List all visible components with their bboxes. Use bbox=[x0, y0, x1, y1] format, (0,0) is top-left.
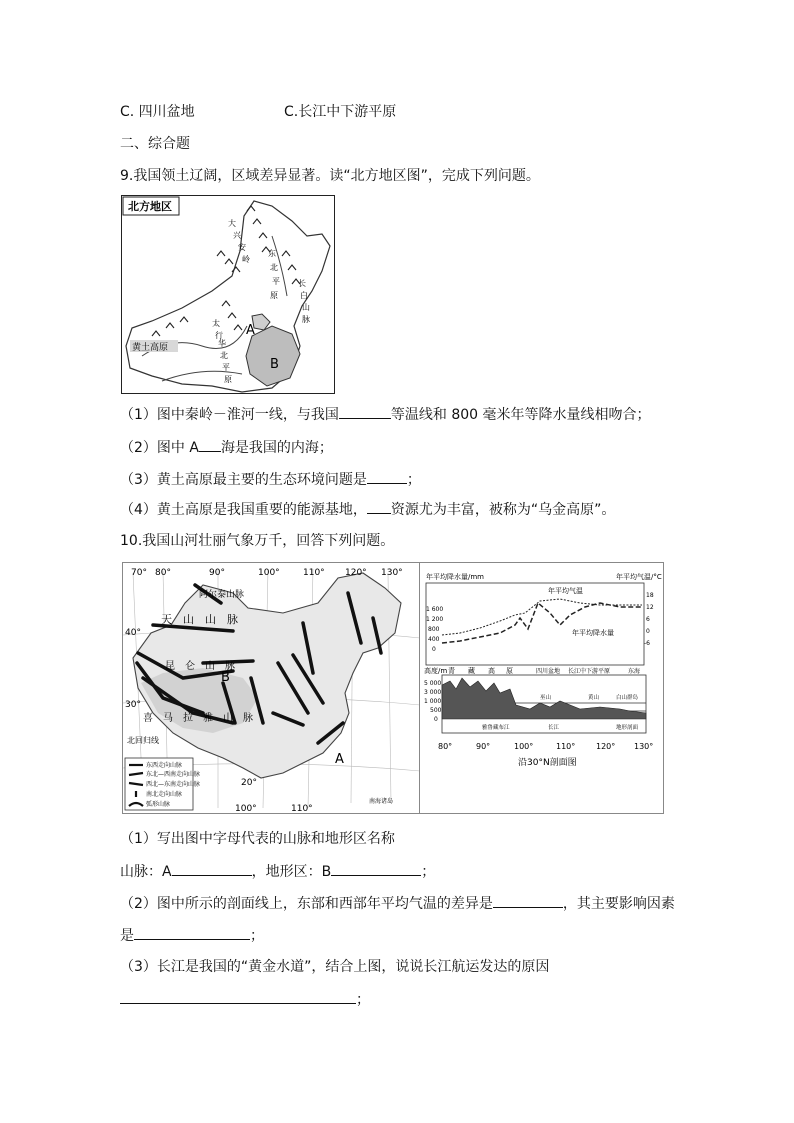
q9-s1 bbox=[120, 404, 651, 425]
right-tick-18: 18 bbox=[646, 592, 654, 599]
region-qing: 青 bbox=[448, 667, 455, 675]
big-khingan-3: 安 bbox=[238, 243, 246, 252]
y-right-title: 年平均气温/°C bbox=[616, 573, 662, 581]
q9-s4 bbox=[120, 499, 615, 520]
q9-s4-text-a: （4）黄土高原是我国重要的能源基地， bbox=[120, 502, 367, 518]
q10-s2 bbox=[120, 893, 675, 914]
big-khingan-1: 大 bbox=[228, 219, 236, 228]
right-tick-neg6: -6 bbox=[644, 640, 650, 647]
q9-s3-text-a: （3）黄土高原最主要的生态环境问题是 bbox=[120, 472, 367, 488]
left-tick-1600: 1 600 bbox=[426, 606, 444, 613]
lon-110: 110° bbox=[303, 568, 325, 578]
q9-s4-blank[interactable] bbox=[367, 499, 391, 514]
profile-tick-3000: 3 000 bbox=[424, 689, 442, 696]
nc-plain-2: 北 bbox=[220, 351, 228, 360]
south-sea-inset: 南海诸岛 bbox=[369, 798, 394, 805]
q10-s2-blank-a[interactable] bbox=[493, 893, 563, 908]
x-tick-120: 120° bbox=[596, 742, 616, 751]
q10-s3-answer bbox=[120, 989, 370, 1010]
q9-s3-blank[interactable] bbox=[367, 469, 407, 484]
q10-s3: （3）长江是我国的“黄金水道”，结合上图，说说长江航运发达的原因 bbox=[120, 959, 550, 975]
taihang-1: 太 bbox=[212, 319, 220, 328]
region-sichuan: 四川盆地 bbox=[536, 668, 561, 675]
region-zang: 藏 bbox=[468, 667, 475, 675]
q10-s1-blank-a[interactable] bbox=[172, 861, 252, 876]
region-yuan: 原 bbox=[506, 667, 513, 675]
left-tick-0: 0 bbox=[432, 646, 436, 653]
feature-yarlung: 雅鲁藏布江 bbox=[482, 725, 510, 731]
option-row bbox=[120, 102, 397, 122]
ne-plain-2: 北 bbox=[270, 263, 278, 272]
lon-100: 100° bbox=[258, 568, 280, 578]
q10-s2-text-a: （2）图中所示的剖面线上，东部和西部年平均气温的差异是 bbox=[120, 896, 493, 912]
left-tick-1200: 1 200 bbox=[426, 616, 444, 623]
q10-s2-text-b: ，其主要影响因素 bbox=[562, 896, 675, 912]
right-tick-12: 12 bbox=[646, 604, 654, 611]
lat-30: 30° bbox=[125, 700, 141, 710]
lon-120: 120° bbox=[345, 568, 367, 578]
q9-s1-text-a: （1）图中秦岭－淮河一线，与我国 bbox=[120, 407, 339, 423]
feature-changjiang: 长江 bbox=[548, 725, 560, 731]
lon-100-bottom: 100° bbox=[235, 804, 257, 813]
map-title: 北方地区 bbox=[128, 200, 172, 213]
tianshan-label: 天 山 山 脉 bbox=[161, 613, 238, 626]
q9-s2-text-a: （2）图中 A bbox=[120, 440, 199, 456]
x-tick-100: 100° bbox=[514, 742, 534, 751]
x-tick-90: 90° bbox=[476, 742, 491, 751]
region-gao: 高 bbox=[488, 667, 495, 675]
lon-110-bottom: 110° bbox=[291, 804, 313, 813]
taihang-2: 行 bbox=[215, 331, 223, 340]
y-left-title: 年平均降水量/mm bbox=[426, 573, 484, 581]
lat-20: 20° bbox=[241, 778, 257, 788]
kunlun-label: 昆 仑 山 脉 bbox=[165, 661, 235, 672]
q10-s2-text-c: 是 bbox=[120, 928, 134, 944]
q10-s2-text-d: ； bbox=[250, 928, 264, 944]
q10-s1-blank-b[interactable] bbox=[331, 861, 421, 876]
profile-tick-500: 500 bbox=[430, 707, 442, 714]
section-title: 二、综合题 bbox=[120, 136, 190, 152]
profile-30n-figure bbox=[419, 562, 664, 814]
q10-s1: （1）写出图中字母代表的山脉和地形区名称 bbox=[120, 831, 395, 847]
loess-plateau-label: 黄土高原 bbox=[132, 343, 169, 353]
x-tick-80: 80° bbox=[438, 742, 453, 751]
lon-90: 90° bbox=[209, 568, 225, 578]
q10-s1-end: ； bbox=[421, 864, 436, 880]
chart-caption: 沿30°N剖面图 bbox=[518, 758, 577, 768]
lat-40: 40° bbox=[125, 628, 141, 638]
north-region-map bbox=[121, 195, 335, 394]
ne-plain-3: 平 bbox=[272, 277, 280, 286]
q10-stem: 10.我国山河壮丽气象万千，回答下列问题。 bbox=[120, 533, 395, 549]
mountain-legend bbox=[125, 758, 200, 810]
legend-ns: 南北走向山脉 bbox=[146, 791, 183, 798]
feature-islands: 白山群岛 bbox=[616, 695, 639, 701]
lon-70: 70° bbox=[131, 568, 147, 578]
q9-s3-text-b: ； bbox=[406, 472, 421, 488]
profile-tick-5000: 5 000 bbox=[424, 680, 442, 687]
option-c-changjiang: C.长江中下游平原 bbox=[284, 104, 397, 120]
q10-s1-mountain-label: 山脉：A bbox=[120, 864, 172, 880]
ne-plain-4: 原 bbox=[270, 291, 278, 300]
precip-line bbox=[442, 603, 642, 643]
x-tick-110: 110° bbox=[556, 742, 576, 751]
big-khingan-4: 岭 bbox=[242, 255, 250, 264]
tropic-label: 北回归线 bbox=[127, 736, 159, 745]
q10-s2-blank-b[interactable] bbox=[134, 925, 250, 940]
altai-label: 阿尔泰山脉 bbox=[199, 590, 245, 600]
legend-nw-se: 西北—东南走向山脉 bbox=[146, 781, 201, 788]
q9-s1-blank[interactable] bbox=[339, 404, 391, 419]
right-tick-0: 0 bbox=[646, 628, 650, 635]
lon-80: 80° bbox=[155, 568, 171, 578]
x-tick-130: 130° bbox=[634, 742, 654, 751]
china-mountains-map bbox=[122, 562, 421, 814]
ne-plain-1: 东 bbox=[268, 249, 276, 258]
q10-s2-cont bbox=[120, 925, 264, 946]
right-tick-6: 6 bbox=[646, 616, 650, 623]
map2-label-a: A bbox=[335, 752, 344, 767]
legend-ne-sw: 东北—西南走向山脉 bbox=[146, 771, 201, 778]
profile-tick-0: 0 bbox=[434, 716, 438, 723]
q9-s2-text-b: 海是我国的内海； bbox=[220, 440, 333, 456]
q9-s3 bbox=[120, 469, 421, 490]
q10-s1-region-label: ，地形区：B bbox=[251, 864, 332, 880]
nc-plain-4: 原 bbox=[224, 375, 232, 384]
legend-arc: 弧形山脉 bbox=[146, 801, 171, 808]
q9-s2-blank[interactable] bbox=[199, 437, 221, 452]
changbai-1: 长 bbox=[298, 279, 306, 288]
region-changjiang-plain: 长江中下游平原 bbox=[568, 668, 611, 675]
changbai-4: 脉 bbox=[302, 315, 310, 324]
map-label-b: B bbox=[270, 357, 279, 372]
lon-130: 130° bbox=[381, 568, 403, 578]
himalaya-label: 喜 马 拉 雅 山 脉 bbox=[143, 713, 253, 724]
legend-ew: 东西走向山脉 bbox=[146, 762, 183, 769]
option-c-sichuan: C. 四川盆地 bbox=[120, 104, 195, 120]
left-tick-800: 800 bbox=[428, 626, 440, 633]
map-label-a: A bbox=[246, 323, 255, 338]
q10-s3-blank[interactable] bbox=[120, 989, 356, 1004]
q9-s1-text-b: 等温线和 800 毫米年等降水量线相吻合； bbox=[390, 407, 651, 423]
region-east-sea: 东海 bbox=[628, 668, 641, 675]
q10-s3-end: ； bbox=[356, 992, 370, 1008]
feature-profile: 地形剖面 bbox=[616, 725, 639, 731]
left-tick-400: 400 bbox=[428, 636, 440, 643]
changbai-3: 山 bbox=[302, 303, 310, 312]
profile-y-title: 高度/m bbox=[424, 667, 448, 675]
q9-s2 bbox=[120, 437, 333, 458]
profile-tick-1000: 1 000 bbox=[424, 698, 442, 705]
big-khingan-2: 兴 bbox=[233, 231, 241, 240]
feature-wushan: 巫山 bbox=[540, 695, 552, 701]
q9-s4-text-b: 资源尤为丰富，被称为“乌金高原”。 bbox=[390, 502, 616, 518]
map2-label-b: B bbox=[221, 670, 230, 685]
changbai-2: 白 bbox=[300, 291, 308, 300]
series-precip-label: 年平均降水量 bbox=[572, 629, 614, 637]
nc-plain-1: 华 bbox=[218, 339, 226, 348]
q9-stem: 9.我国领土辽阔，区域差异显著。读“北方地区图”，完成下列问题。 bbox=[120, 168, 540, 184]
q10-s1-answer bbox=[120, 861, 435, 882]
series-temp-label: 年平均气温 bbox=[548, 587, 583, 595]
nc-plain-3: 平 bbox=[222, 363, 230, 372]
feature-huangshan: 黄山 bbox=[588, 695, 600, 701]
